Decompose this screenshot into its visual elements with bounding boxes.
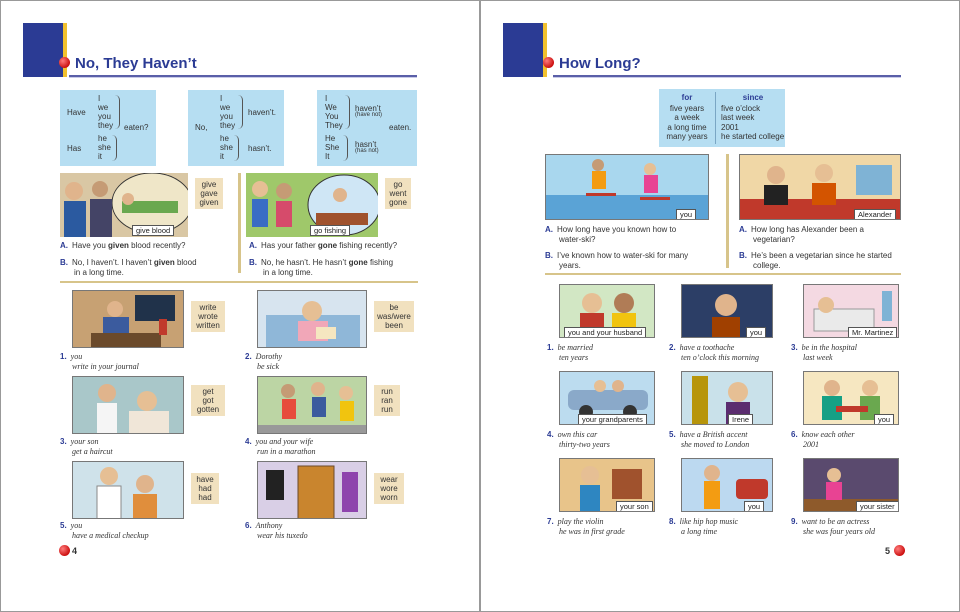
illustration-exercise-9: [803, 458, 899, 512]
pronoun: she: [220, 143, 233, 152]
exercise-cue: ten o’clock this morning: [681, 353, 759, 362]
pronoun: You: [325, 112, 339, 121]
pronoun: it: [98, 152, 102, 161]
tuxedo-closet-illustration: [258, 462, 367, 519]
exercise-cue: you and your wife: [255, 437, 314, 446]
exercise-cue: she was four years old: [803, 527, 875, 536]
exercise-cue: have a British accent: [679, 430, 748, 439]
exercise-item: [547, 343, 593, 363]
illustration-water-ski: [545, 154, 709, 220]
exercise-cue: Dorothy: [255, 352, 283, 361]
exercise-number: 2.: [669, 343, 676, 352]
illustration-exercise-4: [559, 371, 655, 425]
verb-forms-box: [374, 301, 414, 332]
illustration-go-fishing: [246, 173, 378, 237]
marathon-illustration: [258, 377, 367, 434]
dialog-text: college.: [753, 261, 781, 270]
model-dialog-2: [739, 225, 919, 271]
speaker-a: A.: [545, 225, 553, 234]
speaker-a: A.: [60, 241, 68, 250]
exercise-cue: want to be an actress: [801, 517, 870, 526]
sick-in-bed-illustration: [258, 291, 367, 348]
dialog-bold: given: [108, 241, 129, 250]
brace: [343, 135, 348, 161]
illustration-exercise-6: [257, 461, 367, 519]
speaker-a: A.: [739, 225, 747, 234]
column-divider: [238, 173, 241, 273]
exercise-cue: have a medical checkup: [72, 531, 149, 540]
since-item: 2001: [721, 122, 739, 132]
exercise-cue: he was in first grade: [559, 527, 625, 536]
illustration-exercise-2: [257, 290, 367, 348]
pronoun: they: [220, 121, 236, 130]
verb-form: wore: [380, 484, 398, 493]
exercise-cue: like hip hop music: [679, 517, 739, 526]
since-item: five o’clock: [721, 103, 761, 113]
grammar-aux: hasn’t: [355, 140, 377, 149]
picture-caption: you: [874, 414, 894, 425]
page-number: 4: [72, 546, 78, 556]
dialog-text: I’ve known how to water-ski for many: [557, 251, 689, 260]
exercise-cue: have a toothache: [679, 343, 735, 352]
dialog-text: fishing: [367, 258, 394, 267]
exercise-cue: run in a marathon: [257, 447, 316, 456]
grammar-full-form: (has not): [355, 148, 379, 154]
verb-form: gone: [389, 198, 407, 207]
pronoun: he: [98, 134, 107, 143]
picture-caption: Mr. Martinez: [848, 327, 897, 338]
verb-form: give: [201, 180, 217, 189]
brace: [238, 95, 243, 129]
exercise-item: [245, 437, 315, 457]
since-item: he started college: [721, 132, 785, 141]
exercise-cue: you: [70, 352, 83, 361]
dialog-text: fishing recently?: [337, 241, 398, 250]
grammar-box-question: [60, 90, 156, 166]
pronoun: she: [98, 143, 111, 152]
grammar-verb: eaten.: [389, 123, 412, 132]
dialog-text: How long has Alexander been a: [751, 225, 864, 234]
verb-form: went: [389, 189, 407, 198]
picture-caption: your son: [616, 501, 653, 512]
pronoun: I: [98, 94, 101, 103]
verb-form: got: [202, 396, 214, 405]
dialog-bold: given: [153, 258, 175, 267]
verb-forms-box: [385, 178, 411, 209]
brace: [112, 135, 117, 161]
dialog-text: How long have you known how to: [557, 225, 677, 234]
verb-forms-box: [374, 473, 404, 504]
pronoun: I: [325, 94, 328, 103]
verb-form: gave: [200, 189, 218, 198]
dialog-bold: gone: [348, 258, 368, 267]
for-column: [659, 93, 715, 142]
brace: [115, 95, 120, 129]
verb-form: be: [389, 303, 399, 312]
verb-form: go: [393, 180, 403, 189]
medical-checkup-illustration: [73, 462, 184, 519]
chapter-tab: [23, 23, 67, 77]
pronoun: we: [220, 103, 231, 112]
speaker-b: B.: [739, 251, 747, 260]
verb-forms-box: [195, 178, 223, 209]
exercise-cue: 2001: [803, 440, 819, 449]
haircut-illustration: [73, 377, 184, 434]
since-header: since: [742, 93, 764, 102]
section-divider: [545, 273, 901, 275]
pronoun: It: [325, 152, 330, 161]
model-dialog-1: [60, 241, 235, 278]
chapter-tab: [503, 23, 547, 77]
verb-form: was/were: [377, 312, 411, 321]
model-dialog-1: [545, 225, 725, 271]
exercise-cue: ten years: [559, 353, 589, 362]
exercise-number: 7.: [547, 517, 554, 526]
dialog-text: Have you: [72, 241, 109, 250]
exercise-item: [245, 521, 308, 541]
verb-form: gotten: [196, 405, 220, 414]
picture-caption: Alexander: [854, 209, 896, 220]
dialog-text: in a long time.: [74, 268, 124, 277]
verb-forms-box: [191, 385, 225, 416]
picture-caption: your sister: [856, 501, 899, 512]
pronoun: we: [98, 103, 109, 112]
exercise-cue: a long time: [681, 527, 717, 536]
exercise-number: 9.: [791, 517, 798, 526]
exercise-item: [547, 430, 610, 450]
dialog-bold: gone: [317, 241, 338, 250]
exercise-cue: be in the hospital: [801, 343, 857, 352]
dialog-text: water-ski?: [559, 235, 596, 244]
pronoun: I: [220, 94, 223, 103]
exercise-cue: know each other: [801, 430, 855, 439]
red-bullet-icon: [59, 57, 70, 68]
dialog-text: in a long time.: [263, 268, 313, 277]
pronoun: We: [325, 103, 337, 112]
grammar-box-short-answer: [188, 90, 284, 166]
verb-forms-box: [191, 301, 225, 332]
illustration-exercise-8: [681, 458, 773, 512]
picture-caption: you: [746, 327, 766, 338]
illustration-exercise-1: [72, 290, 184, 348]
page-title: How Long?: [559, 55, 641, 72]
brace: [345, 95, 350, 129]
illustration-exercise-6: [803, 371, 899, 425]
for-item: five years: [669, 103, 705, 113]
dialog-text: No, I haven’t. I haven’t: [72, 258, 154, 267]
dialog-text: vegetarian?: [753, 235, 795, 244]
verb-form: given: [199, 198, 219, 207]
column-divider: [715, 92, 716, 144]
dialog-text: years.: [559, 261, 581, 270]
exercise-cue: you: [70, 521, 83, 530]
exercise-number: 8.: [669, 517, 676, 526]
red-bullet-icon: [59, 545, 70, 556]
red-bullet-icon: [894, 545, 905, 556]
column-divider: [726, 154, 729, 268]
illustration-vegetarian: [739, 154, 901, 220]
exercise-cue: Anthony: [255, 521, 283, 530]
exercise-item: [60, 521, 149, 541]
exercise-item: [60, 437, 113, 457]
exercise-item: [60, 352, 139, 372]
since-item: last week: [721, 113, 755, 122]
exercise-item: [791, 343, 857, 363]
section-divider: [60, 281, 418, 283]
verb-form: run: [381, 405, 393, 414]
exercise-item: [547, 517, 625, 537]
exercise-cue: be sick: [257, 362, 279, 371]
illustration-exercise-3: [803, 284, 899, 338]
model-dialog-2: [249, 241, 424, 278]
grammar-verb: eaten?: [124, 123, 149, 132]
exercise-number: 5.: [60, 521, 67, 530]
exercise-cue: be married: [557, 343, 593, 352]
page-number: 5: [885, 546, 891, 556]
verb-form: run: [381, 387, 393, 396]
exercise-number: 1.: [547, 343, 554, 352]
title-rule: [553, 75, 901, 78]
title-rule: [69, 75, 417, 78]
exercise-cue: own this car: [557, 430, 598, 439]
speaker-b: B.: [249, 258, 257, 267]
pronoun: he: [220, 134, 229, 143]
exercise-number: 3.: [791, 343, 798, 352]
for-header: for: [681, 93, 693, 102]
exercise-cue: she moved to London: [681, 440, 750, 449]
speaker-b: B.: [60, 258, 68, 267]
pronoun: She: [325, 143, 340, 152]
verb-form: get: [202, 387, 214, 396]
grammar-no: No,: [195, 123, 208, 132]
speaker-b: B.: [545, 251, 553, 260]
verb-forms-box: [374, 385, 400, 416]
pronoun: They: [325, 121, 343, 130]
picture-caption: give blood: [132, 225, 174, 236]
exercise-number: 6.: [245, 521, 252, 530]
verb-form: had: [198, 484, 212, 493]
verb-form: worn: [380, 493, 398, 502]
exercise-cue: last week: [803, 353, 833, 362]
grammar-aux: hasn’t.: [248, 144, 272, 153]
verb-form: had: [198, 493, 212, 502]
red-bullet-icon: [543, 57, 554, 68]
exercise-number: 6.: [791, 430, 798, 439]
illustration-exercise-7: [559, 458, 655, 512]
since-column: [721, 93, 785, 142]
pronoun: they: [98, 121, 114, 130]
exercise-number: 3.: [60, 437, 67, 446]
grammar-box-negative: [317, 90, 417, 166]
exercise-number: 1.: [60, 352, 67, 361]
exercise-number: 2.: [245, 352, 252, 361]
picture-caption: your grandparents: [578, 414, 647, 425]
dialog-text: No, he hasn’t. He hasn’t: [261, 258, 349, 267]
picture-caption: you: [676, 209, 696, 220]
brace: [234, 135, 239, 161]
grammar-aux: haven’t.: [248, 108, 277, 117]
verb-form: wear: [380, 475, 398, 484]
picture-caption: go fishing: [310, 225, 350, 236]
verb-form: wrote: [198, 312, 218, 321]
illustration-give-blood: [60, 173, 188, 237]
illustration-exercise-4: [257, 376, 367, 434]
pronoun: you: [98, 112, 111, 121]
illustration-exercise-5: [72, 461, 184, 519]
verb-form: have: [196, 475, 214, 484]
exercise-cue: wear his tuxedo: [257, 531, 308, 540]
verb-form: write: [199, 303, 217, 312]
for-item: a long time: [667, 122, 707, 132]
right-page: [480, 0, 960, 612]
exercise-item: [669, 343, 759, 363]
exercise-cue: get a haircut: [72, 447, 113, 456]
exercise-number: 5.: [669, 430, 676, 439]
writing-journal-illustration: [73, 291, 184, 348]
exercise-item: [669, 517, 738, 537]
speaker-a: A.: [249, 241, 257, 250]
page-title: No, They Haven’t: [75, 55, 197, 72]
for-item: a week: [674, 113, 700, 122]
grammar-full-form: (have not): [355, 112, 383, 118]
for-since-box: [659, 89, 785, 147]
grammar-have: Have: [67, 108, 86, 117]
picture-caption: you and your husband: [564, 327, 646, 338]
illustration-exercise-5: [681, 371, 773, 425]
exercise-cue: write in your journal: [72, 362, 139, 371]
dialog-text: Has your father: [261, 241, 318, 250]
for-item: many years: [666, 132, 708, 141]
picture-caption: you: [744, 501, 764, 512]
exercise-number: 4.: [245, 437, 252, 446]
illustration-exercise-1: [559, 284, 655, 338]
pronoun: He: [325, 134, 336, 143]
exercise-cue: thirty-two years: [559, 440, 610, 449]
picture-caption: Irene: [728, 414, 753, 425]
verb-forms-box: [191, 473, 219, 504]
exercise-number: 4.: [547, 430, 554, 439]
grammar-has: Has: [67, 144, 82, 153]
verb-form: ran: [381, 396, 393, 405]
verb-form: been: [385, 321, 403, 330]
illustration-exercise-3: [72, 376, 184, 434]
verb-form: written: [196, 321, 220, 330]
pronoun: you: [220, 112, 233, 121]
pronoun: it: [220, 152, 224, 161]
exercise-item: [791, 430, 855, 450]
grammar-aux: haven’t: [355, 104, 381, 113]
dialog-text: He’s been a vegetarian since he started: [751, 251, 892, 260]
exercise-cue: play the violin: [557, 517, 604, 526]
exercise-item: [669, 430, 749, 450]
exercise-cue: your son: [70, 437, 99, 446]
exercise-item: [245, 352, 282, 372]
dialog-text: blood recently?: [128, 241, 186, 250]
exercise-item: [791, 517, 875, 537]
illustration-exercise-2: [681, 284, 773, 338]
dialog-text: blood: [174, 258, 197, 267]
